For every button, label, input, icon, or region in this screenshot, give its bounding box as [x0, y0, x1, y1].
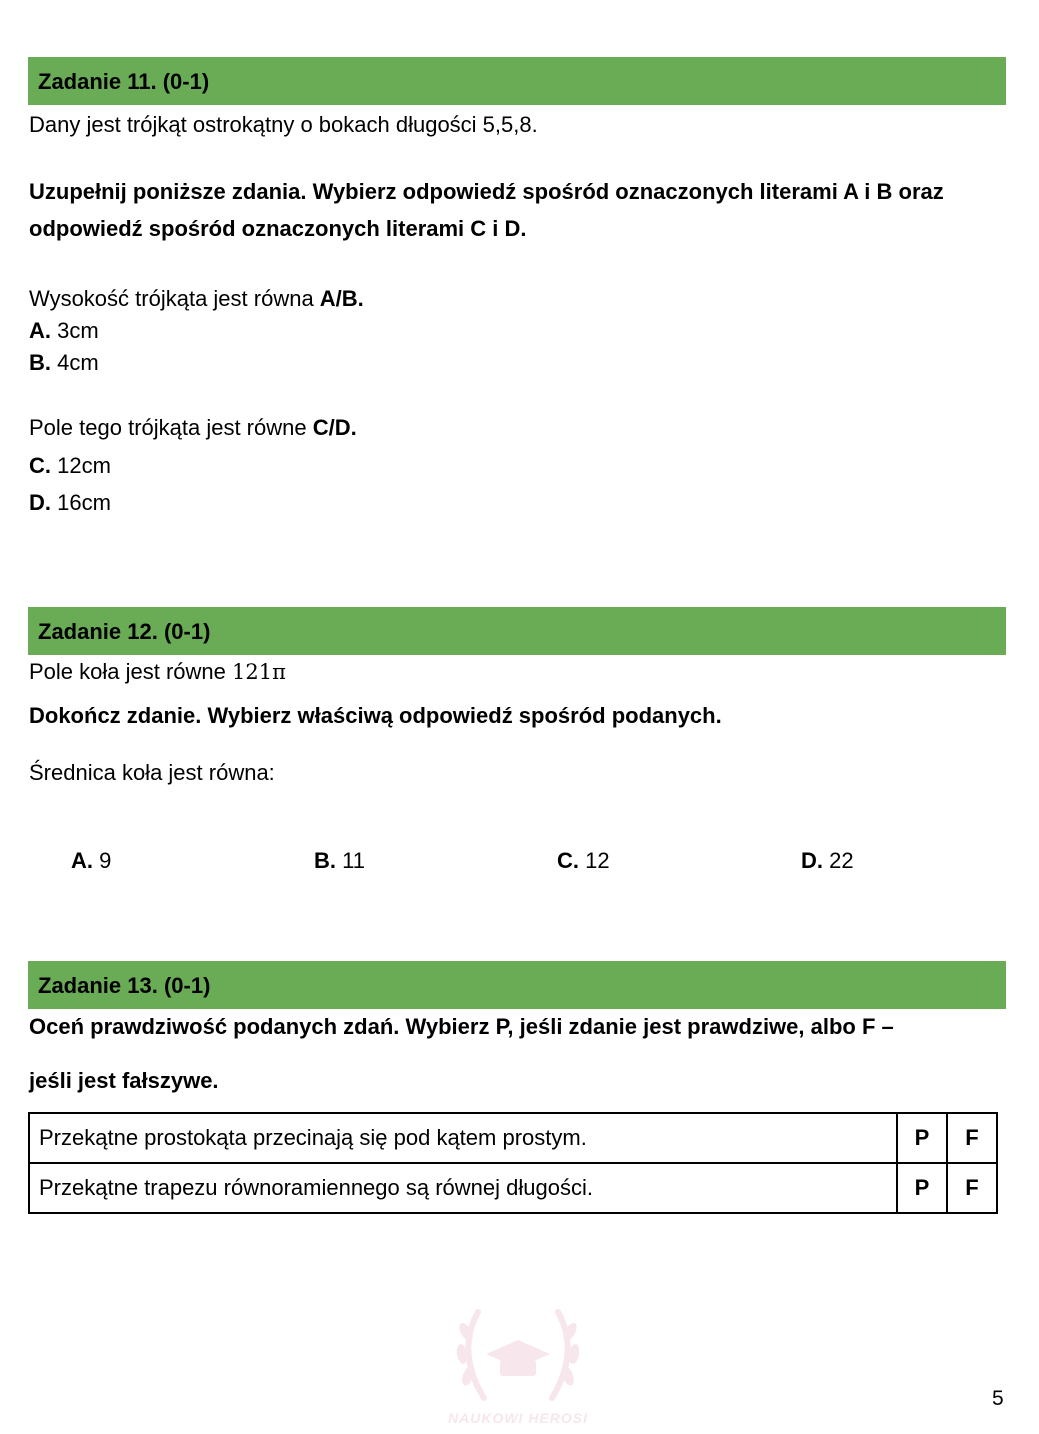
task-12-header-bar — [28, 607, 1006, 655]
intro-text: Pole koła jest równe — [29, 659, 232, 684]
laurel-graduation-cap-icon — [448, 1302, 588, 1412]
true-false-table — [28, 1112, 998, 1214]
task-12-intro — [29, 659, 286, 685]
task-12-option-d — [801, 848, 854, 874]
statement-cell: Przekątne trapezu równoramiennego są równej długości. — [29, 1163, 897, 1213]
table-row — [29, 1163, 997, 1213]
task-12-header: Zadanie 12. (0-1) — [38, 619, 211, 644]
task-11-instruction-line1: Uzupełnij poniższe zdania. Wybierz odpowiedź spośród oznaczonych literami A i B oraz — [29, 179, 944, 204]
option-letter: A. — [71, 848, 93, 873]
option-value: 12cm — [51, 453, 111, 478]
option-value: 4cm — [51, 350, 99, 375]
option-p-cell[interactable]: P — [897, 1163, 947, 1213]
option-letter: B. — [29, 350, 51, 375]
task-12-option-c — [557, 848, 610, 874]
option-d — [29, 490, 111, 516]
table-row — [29, 1113, 997, 1163]
page-number: 5 — [992, 1387, 1004, 1410]
option-letter: B. — [314, 848, 336, 873]
option-c — [29, 453, 111, 479]
task-13-header-bar — [28, 961, 1006, 1009]
task-13-header: Zadanie 13. (0-1) — [38, 973, 211, 998]
task-12-option-a — [71, 848, 111, 874]
option-b — [29, 350, 99, 376]
task-12-question: Średnica koła jest równa: — [29, 760, 275, 785]
task-13-instruction-line1: Oceń prawdziwość podanych zdań. Wybierz P, jeśli zdanie jest prawdziwe, albo F – — [29, 1014, 894, 1039]
option-f-cell[interactable]: F — [947, 1113, 997, 1163]
option-letter: C. — [557, 848, 579, 873]
option-value: 11 — [342, 848, 365, 873]
question-marker: C/D. — [312, 415, 357, 440]
task-12-instruction: Dokończ zdanie. Wybierz właściwą odpowiedź spośród podanych. — [29, 703, 722, 728]
task-11-intro: Dany jest trójkąt ostrokątny o bokach długości 5,5,8. — [29, 112, 538, 137]
option-value: 3cm — [51, 318, 99, 343]
task-11-instruction-line2: odpowiedź spośród oznaczonych literami C i D. — [29, 216, 527, 241]
task-11-header: Zadanie 11. (0-1) — [38, 69, 210, 94]
option-f-cell[interactable]: F — [947, 1163, 997, 1213]
task-11-question-height — [29, 286, 364, 312]
question-text: Wysokość trójkąta jest równa — [29, 286, 320, 311]
option-value: 22 — [829, 848, 854, 873]
task-13-instruction-line2: jeśli jest fałszywe. — [29, 1068, 219, 1093]
option-letter: C. — [29, 453, 51, 478]
option-a — [29, 318, 99, 344]
option-letter: D. — [29, 490, 51, 515]
option-value: 16cm — [51, 490, 111, 515]
option-value: 12 — [585, 848, 610, 873]
task-11-header-bar — [28, 57, 1006, 105]
intro-math: 121π — [232, 660, 286, 684]
option-letter: D. — [801, 848, 823, 873]
option-value: 9 — [99, 848, 112, 873]
task-11-question-area — [29, 415, 357, 441]
task-12-option-b — [314, 848, 365, 874]
watermark-text: NAUKOWI HEROSI — [448, 1410, 588, 1426]
statement-cell: Przekątne prostokąta przecinają się pod kątem prostym. — [29, 1113, 897, 1163]
question-marker: A/B. — [319, 286, 364, 311]
watermark-logo — [448, 1302, 588, 1430]
option-p-cell[interactable]: P — [897, 1113, 947, 1163]
option-letter: A. — [29, 318, 51, 343]
question-text: Pole tego trójkąta jest równe — [29, 415, 313, 440]
